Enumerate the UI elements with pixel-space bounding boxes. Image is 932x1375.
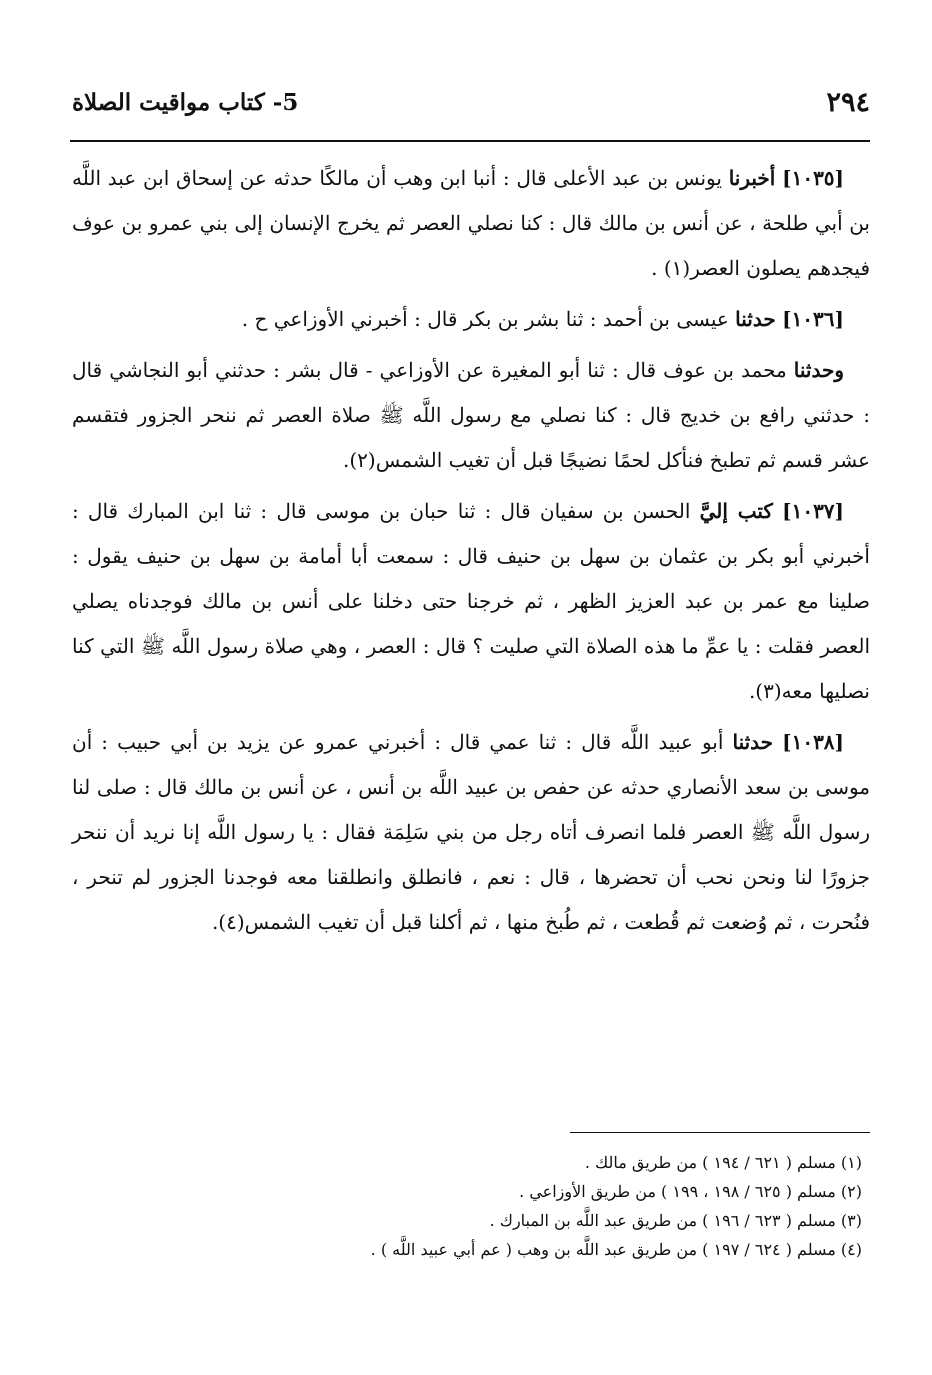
page-number: ٢٩٤ xyxy=(826,86,870,118)
hadith-number: [١٠٣٨] xyxy=(782,730,845,754)
hadith-1035 xyxy=(72,156,870,291)
hadith-lead: حدثنا xyxy=(735,307,776,331)
hadith-number: [١٠٣٥] xyxy=(782,166,845,190)
chapter-title: 5- كتاب مواقيت الصلاة xyxy=(72,88,299,116)
hadith-lead: كتب إليَّ xyxy=(699,499,773,523)
hadith-text: عيسى بن أحمد : ثنا بشر بن بكر قال : أخبرني الأوزاعي ح . xyxy=(241,307,729,331)
hadith-text: يونس بن عبد الأعلى قال : أنبا ابن وهب أن مالكًا حدثه عن إسحاق ابن عبد اللَّه بن أبي طلحة ، عن أنس بن مالك قال : كنا نصلي العصر ثم يخرج الإنسان إلى بني عمرو بن عوف فيجدهم يصلون العصر(١) . xyxy=(72,166,870,280)
hadith-number: [١٠٣٦] xyxy=(782,307,844,331)
footnotes xyxy=(72,1148,870,1264)
header-divider xyxy=(70,140,870,142)
hadith-lead: أخبرنا xyxy=(728,166,776,190)
hadith-1038 xyxy=(72,720,870,945)
footnote-4: (٤) مسلم ( ٦٢٤ / ١٩٧ ) من طريق عبد اللَّه بن وهب ( عم أبي عبيد اللَّه ) . xyxy=(370,1240,862,1259)
page-header xyxy=(72,78,870,126)
page-body xyxy=(72,156,870,951)
hadith-1036 xyxy=(72,297,870,342)
hadith-lead: وحدثنا xyxy=(793,358,844,382)
footnote-3: (٣) مسلم ( ٦٢٣ / ١٩٦ ) من طريق عبد اللَّه بن المبارك . xyxy=(489,1211,862,1230)
hadith-number: [١٠٣٧] xyxy=(782,499,845,523)
footnote-1: (١) مسلم ( ٦٢١ / ١٩٤ ) من طريق مالك . xyxy=(584,1153,862,1172)
hadith-1036-second-chain xyxy=(72,348,870,483)
hadith-1037 xyxy=(72,489,870,714)
hadith-text: أبو عبيد اللَّه قال : ثنا عمي قال : أخبرني عمرو عن يزيد بن أبي حبيب : أن موسى بن سعد الأنصاري حدثه عن حفص بن عبيد اللَّه بن أنس ، عن أنس بن مالك قال : صلى لنا رسول اللَّه ﷺ العصر فلما انصرف أتاه رجل من بني سَلِمَة فقال : يا رسول اللَّه إنا نريد أن ننحر جزورًا لنا ونحن نحب أن تحضرها ، قال : نعم ، فانطلق وانطلقنا معه فوجدنا الجزور لم تنحر ، فنُحرت ، ثم وُضعت ثم قُطعت ، ثم طُبخ منها ، ثم أكلنا قبل أن تغيب الشمس(٤). xyxy=(72,730,870,934)
footnote-2: (٢) مسلم ( ٦٢٥ / ١٩٨ ، ١٩٩ ) من طريق الأوزاعي . xyxy=(519,1182,862,1201)
hadith-text: محمد بن عوف قال : ثنا أبو المغيرة عن الأوزاعي - قال بشر : حدثني أبو النجاشي قال : حدثني رافع بن خديج قال : كنا نصلي مع رسول اللَّه ﷺ صلاة العصر ثم ننحر الجزور فتقسم عشر قسم ثم تطبخ فنأكل لحمًا نضيجًا قبل أن تغيب الشمس(٢). xyxy=(72,358,870,472)
hadith-lead: حدثنا xyxy=(732,730,774,754)
hadith-text: الحسن بن سفيان قال : ثنا حبان بن موسى قال : ثنا ابن المبارك قال : أخبرني أبو بكر بن عثمان بن سهل بن حنيف قال : سمعت أبا أمامة بن سهل بن حنيف يقول : صلينا مع عمر بن عبد العزيز الظهر ، ثم خرجنا حتى دخلنا على أنس بن مالك فوجدناه يصلي العصر فقلت : يا عمِّ ما هذه الصلاة التي صليت ؟ قال : العصر ، وهي صلاة رسول اللَّه ﷺ التي كنا نصليها معه(٣). xyxy=(72,499,870,703)
footnote-divider xyxy=(570,1132,870,1133)
